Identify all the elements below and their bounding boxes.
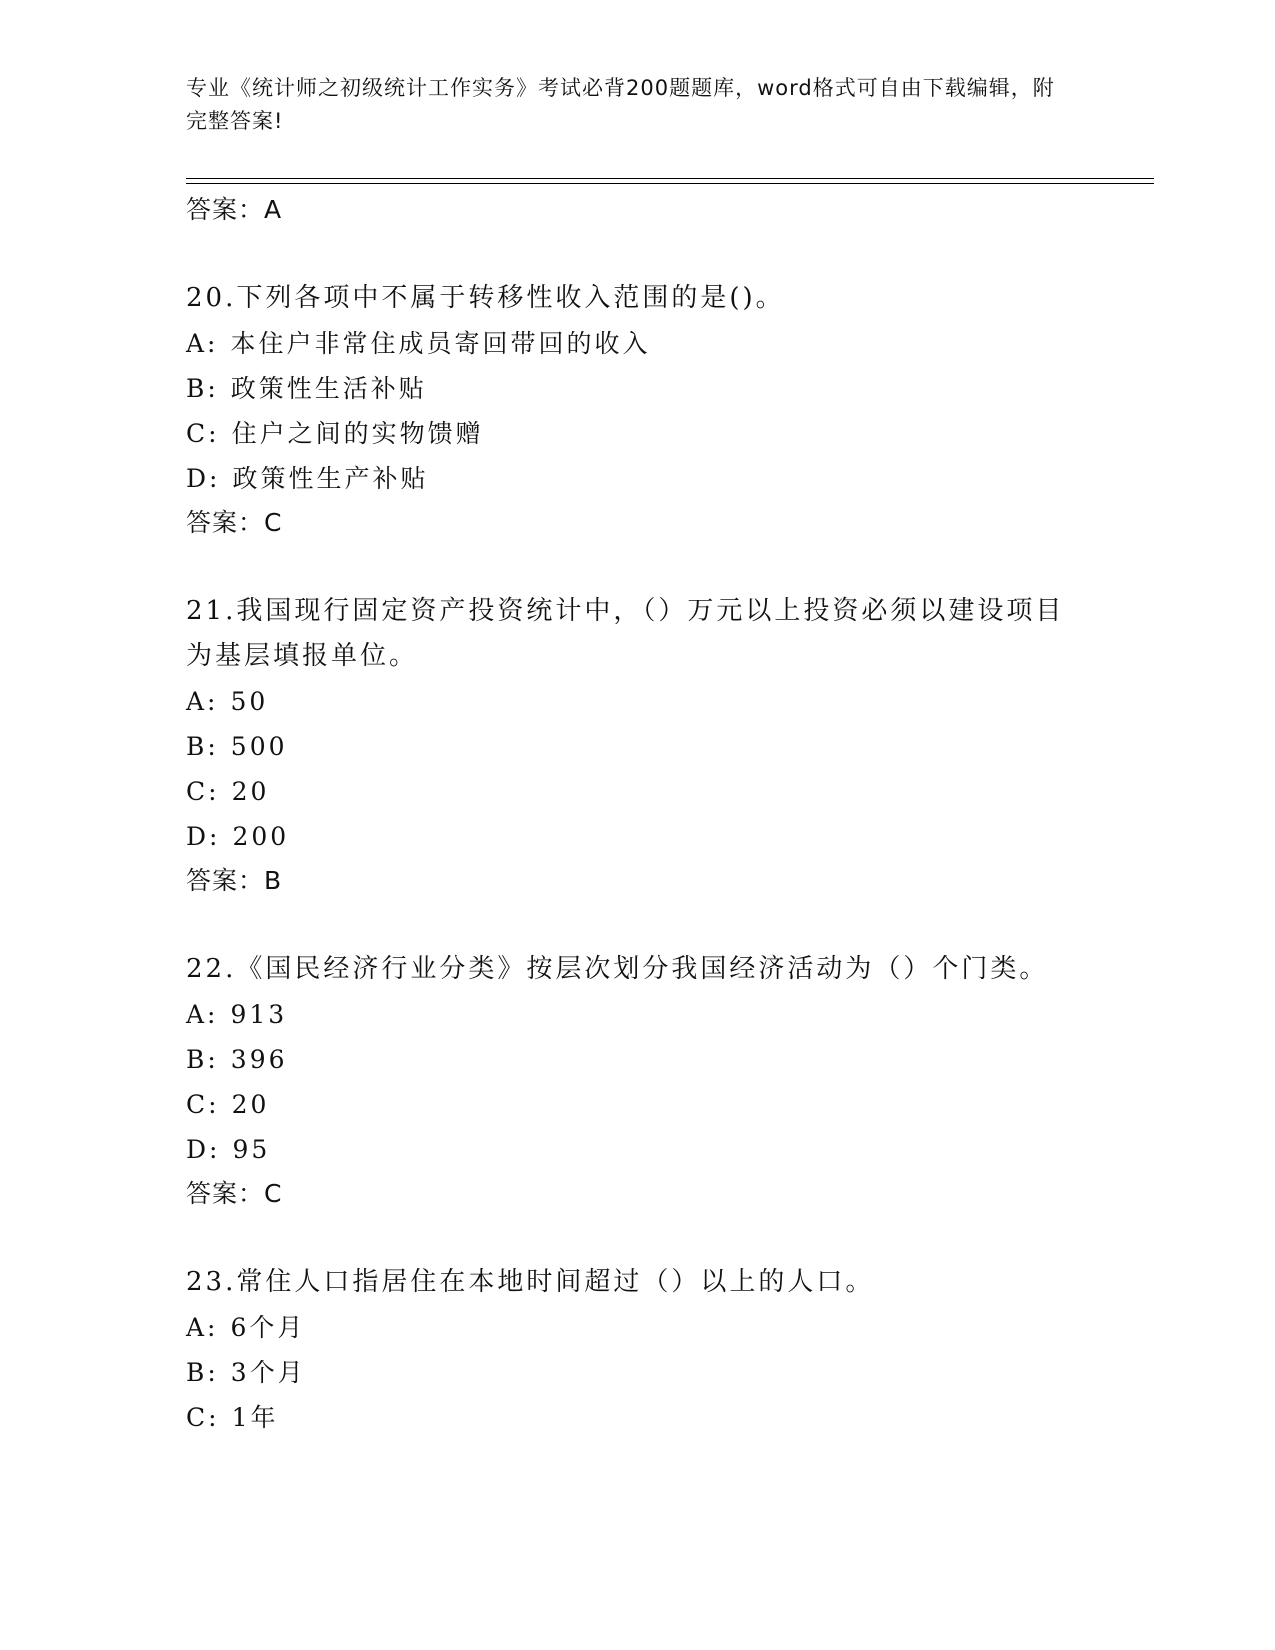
option-key: C: bbox=[186, 1403, 220, 1432]
question-list bbox=[186, 188, 1086, 1440]
option-value: 396 bbox=[230, 1045, 288, 1074]
header-divider-bottom bbox=[186, 183, 1154, 184]
option-b bbox=[186, 366, 1086, 411]
question-block bbox=[186, 589, 1086, 903]
option-a bbox=[186, 321, 1086, 366]
option-key: B: bbox=[186, 732, 219, 761]
option-key: D: bbox=[186, 822, 221, 851]
option-value: 200 bbox=[232, 822, 290, 851]
option-value: 95 bbox=[232, 1135, 271, 1164]
document-header: 专业《统计师之初级统计工作实务》考试必背200题题库，word格式可自由下载编辑，附完整答案! bbox=[186, 76, 1055, 133]
option-key: C: bbox=[186, 1090, 220, 1119]
question-block bbox=[186, 276, 1086, 545]
option-b bbox=[186, 1037, 1086, 1082]
option-value: 500 bbox=[230, 732, 288, 761]
question-block bbox=[186, 947, 1086, 1216]
option-b bbox=[186, 724, 1086, 769]
option-value: 政策性生产补贴 bbox=[232, 464, 429, 493]
option-value: 3个月 bbox=[230, 1358, 306, 1387]
option-value: 政策性生活补贴 bbox=[230, 374, 427, 403]
option-d bbox=[186, 456, 1086, 501]
question-text: 23.常住人口指居住在本地时间超过（）以上的人口。 bbox=[186, 1267, 875, 1297]
question-text: 21.我国现行固定资产投资统计中，（）万元以上投资必须以建设项目为基层填报单位。 bbox=[186, 596, 1065, 671]
option-value: 住户之间的实物馈赠 bbox=[231, 419, 484, 448]
option-value: 50 bbox=[230, 687, 269, 716]
option-value: 本住户非常住成员寄回带回的收入 bbox=[230, 329, 651, 358]
option-c bbox=[186, 1395, 1086, 1440]
option-key: B: bbox=[186, 374, 219, 403]
option-key: A: bbox=[186, 329, 219, 358]
option-value: 6个月 bbox=[230, 1313, 306, 1342]
option-value: 20 bbox=[231, 1090, 270, 1119]
option-a bbox=[186, 679, 1086, 724]
option-d bbox=[186, 814, 1086, 859]
option-key: B: bbox=[186, 1358, 219, 1387]
option-c bbox=[186, 411, 1086, 456]
question-text: 22.《国民经济行业分类》按层次划分我国经济活动为（）个门类。 bbox=[186, 954, 1049, 984]
answer-line: 答案：C bbox=[186, 1179, 283, 1208]
option-key: D: bbox=[186, 464, 221, 493]
option-key: A: bbox=[186, 1313, 219, 1342]
option-a bbox=[186, 992, 1086, 1037]
answer-line: 答案：A bbox=[186, 195, 283, 224]
answer-line: 答案：B bbox=[186, 866, 283, 895]
header-divider-top bbox=[186, 178, 1154, 179]
option-key: A: bbox=[186, 1000, 219, 1029]
option-key: B: bbox=[186, 1045, 219, 1074]
option-key: D: bbox=[186, 1135, 221, 1164]
option-a bbox=[186, 1305, 1086, 1350]
answer-line: 答案：C bbox=[186, 508, 283, 537]
option-key: A: bbox=[186, 687, 219, 716]
option-key: C: bbox=[186, 419, 220, 448]
option-value: 913 bbox=[230, 1000, 288, 1029]
option-key: C: bbox=[186, 777, 220, 806]
option-b bbox=[186, 1350, 1086, 1395]
question-block bbox=[186, 1260, 1086, 1440]
option-value: 20 bbox=[231, 777, 270, 806]
option-c bbox=[186, 769, 1086, 814]
option-c bbox=[186, 1082, 1086, 1127]
option-value: 1年 bbox=[231, 1403, 279, 1432]
option-d bbox=[186, 1127, 1086, 1172]
question-text: 20.下列各项中不属于转移性收入范围的是()。 bbox=[186, 283, 785, 313]
